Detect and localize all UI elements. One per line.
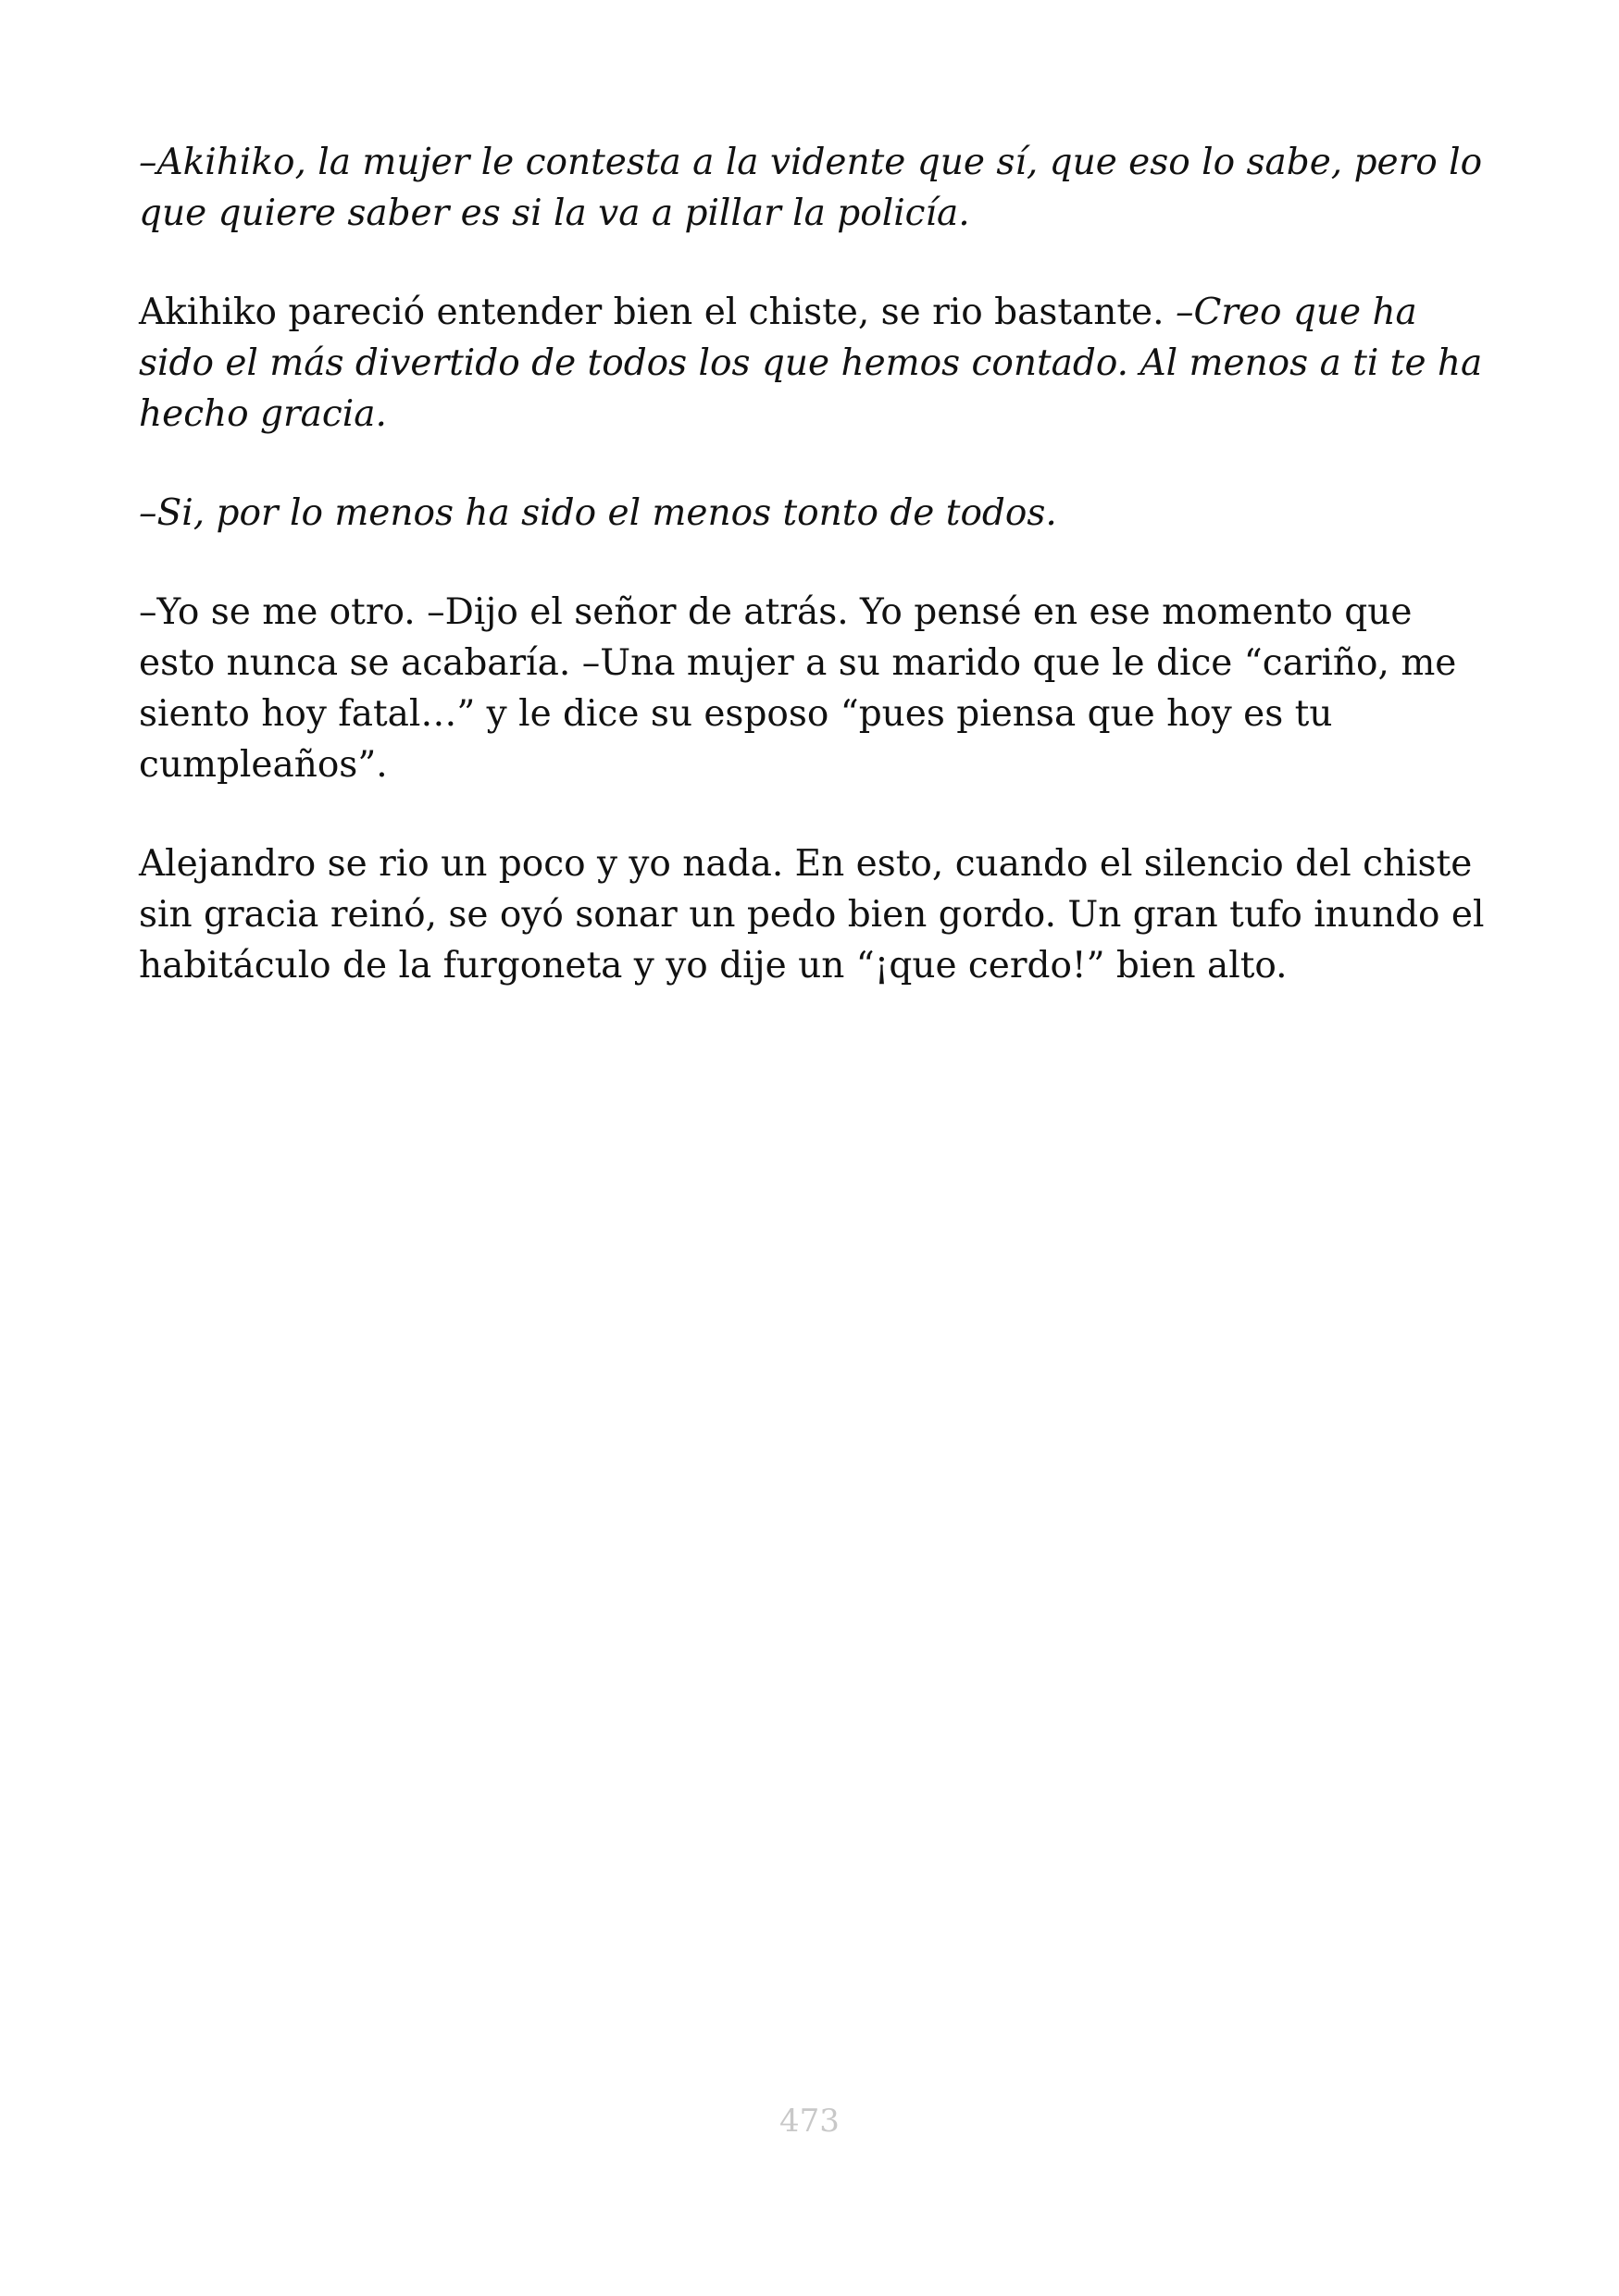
paragraph-1 <box>139 137 1490 239</box>
paragraph-4 <box>139 587 1490 790</box>
paragraph-3 <box>139 488 1490 539</box>
paragraph-2-narration: Akihiko pareció entender bien el chiste, se rio bastante. <box>139 292 1176 333</box>
paragraph-4-text: –Yo se me otro. –Dijo el señor de atrás. Yo pensé en ese momento que esto nunca se acabaría. –Una mujer a su marido que le dice “cariño, me siento hoy fatal…” y le dice su esposo “pues piensa que hoy es tu cumpleaños”. <box>139 591 1457 786</box>
paragraph-1-dialogue: –Akihiko, la mujer le contesta a la vidente que sí, que eso lo sabe, pero lo que quiere saber es si la va a pillar la policía. <box>139 142 1483 234</box>
paragraph-3-dialogue: –Si, por lo menos ha sido el menos tonto de todos. <box>139 492 1057 534</box>
paragraph-5-text: Alejandro se rio un poco y yo nada. En esto, cuando el silencio del chiste sin gracia reinó, se oyó sonar un pedo bien gordo. Un gran tufo inundo el habitáculo de la furgoneta y yo dije un “¡que cerdo!” bien alto. <box>139 843 1485 987</box>
page-number: 473 <box>779 2103 840 2140</box>
paragraph-2-dialogue: –Creo que ha sido el más divertido de todos los que hemos contado. Al menos a ti te ha hecho gracia. <box>139 292 1483 435</box>
body-text <box>139 137 1490 1039</box>
paragraph-5 <box>139 838 1490 991</box>
paragraph-2 <box>139 287 1490 440</box>
